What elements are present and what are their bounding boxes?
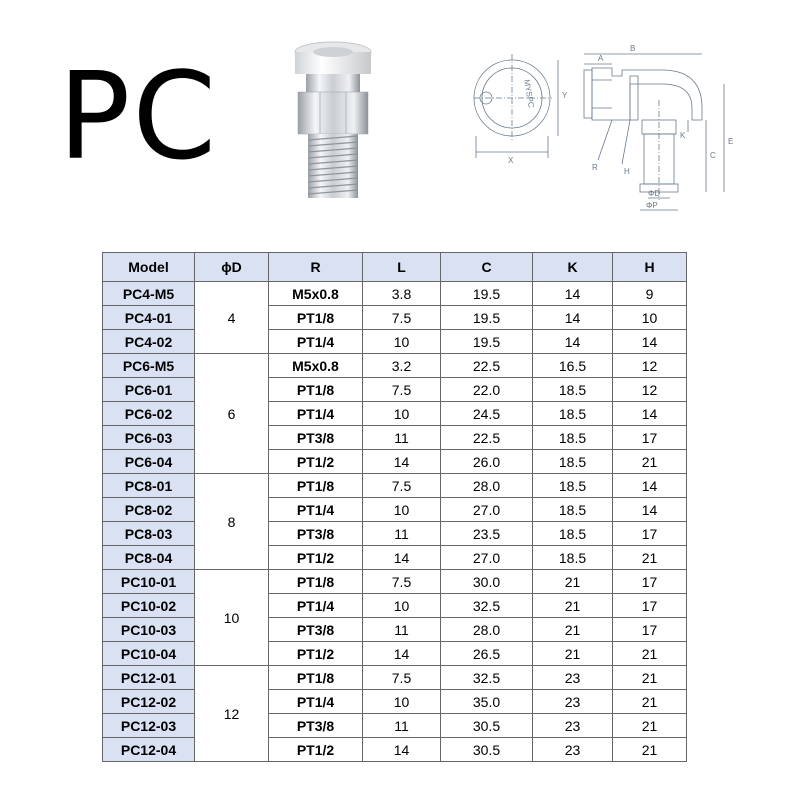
cell-k: 23 <box>533 666 613 690</box>
cell-model: PC10-03 <box>103 618 195 642</box>
label-c: C <box>710 151 716 160</box>
table-header-row <box>103 253 687 282</box>
cell-k: 21 <box>533 570 613 594</box>
cell-h: 21 <box>613 690 687 714</box>
page-title: PC <box>58 48 219 187</box>
cell-k: 18.5 <box>533 378 613 402</box>
cell-h: 21 <box>613 714 687 738</box>
cell-r: M5x0.8 <box>269 282 363 306</box>
header-phi-d: ϕD <box>195 253 269 282</box>
cell-h: 21 <box>613 738 687 762</box>
label-r: R <box>592 163 598 172</box>
cell-model: PC6-03 <box>103 426 195 450</box>
cell-h: 21 <box>613 666 687 690</box>
cell-r: M5x0.8 <box>269 354 363 378</box>
cell-r: PT1/2 <box>269 642 363 666</box>
cell-h: 14 <box>613 474 687 498</box>
cell-h: 14 <box>613 498 687 522</box>
table-row <box>103 594 687 618</box>
cell-model: PC8-03 <box>103 522 195 546</box>
cell-model: PC8-02 <box>103 498 195 522</box>
cell-c: 19.5 <box>441 330 533 354</box>
cell-k: 14 <box>533 282 613 306</box>
cell-h: 17 <box>613 426 687 450</box>
cell-l: 10 <box>363 330 441 354</box>
cell-l: 11 <box>363 522 441 546</box>
cell-l: 7.5 <box>363 378 441 402</box>
cell-l: 10 <box>363 690 441 714</box>
cell-model: PC12-04 <box>103 738 195 762</box>
fitting-photo <box>278 40 388 210</box>
cell-model: PC4-M5 <box>103 282 195 306</box>
cell-k: 18.5 <box>533 546 613 570</box>
cell-r: PT3/8 <box>269 714 363 738</box>
label-d: ΦD <box>648 189 661 198</box>
cell-model: PC6-04 <box>103 450 195 474</box>
cell-phi-d: 10 <box>195 570 269 666</box>
cell-c: 30.5 <box>441 714 533 738</box>
label-a: A <box>598 54 604 63</box>
table-row <box>103 354 687 378</box>
cell-model: PC12-02 <box>103 690 195 714</box>
cell-c: 32.5 <box>441 666 533 690</box>
cell-h: 17 <box>613 570 687 594</box>
label-k: K <box>680 131 686 140</box>
cell-r: PT1/4 <box>269 594 363 618</box>
cell-r: PT1/2 <box>269 450 363 474</box>
header-model: Model <box>103 253 195 282</box>
table-row <box>103 402 687 426</box>
cell-k: 21 <box>533 618 613 642</box>
cell-r: PT3/8 <box>269 618 363 642</box>
cell-c: 23.5 <box>441 522 533 546</box>
cell-l: 14 <box>363 546 441 570</box>
cell-k: 21 <box>533 594 613 618</box>
cell-model: PC4-01 <box>103 306 195 330</box>
cell-r: PT1/4 <box>269 402 363 426</box>
cell-h: 17 <box>613 618 687 642</box>
table-row <box>103 522 687 546</box>
cell-k: 23 <box>533 690 613 714</box>
cell-l: 11 <box>363 714 441 738</box>
cell-l: 11 <box>363 426 441 450</box>
table-row <box>103 450 687 474</box>
table-row <box>103 690 687 714</box>
header-l: L <box>363 253 441 282</box>
cell-r: PT3/8 <box>269 426 363 450</box>
table-row <box>103 426 687 450</box>
table-row <box>103 570 687 594</box>
cell-model: PC8-01 <box>103 474 195 498</box>
cell-l: 7.5 <box>363 474 441 498</box>
cell-h: 21 <box>613 450 687 474</box>
cell-l: 10 <box>363 594 441 618</box>
cell-k: 18.5 <box>533 426 613 450</box>
cell-r: PT1/4 <box>269 498 363 522</box>
header-c: C <box>441 253 533 282</box>
cell-h: 9 <box>613 282 687 306</box>
cell-l: 3.2 <box>363 354 441 378</box>
cell-r: PT1/4 <box>269 330 363 354</box>
cell-l: 10 <box>363 498 441 522</box>
cell-c: 30.0 <box>441 570 533 594</box>
table-row <box>103 738 687 762</box>
table-row <box>103 306 687 330</box>
cell-k: 18.5 <box>533 450 613 474</box>
cell-r: PT1/2 <box>269 738 363 762</box>
cell-model: PC10-02 <box>103 594 195 618</box>
cell-h: 14 <box>613 402 687 426</box>
cell-h: 14 <box>613 330 687 354</box>
cell-c: 35.0 <box>441 690 533 714</box>
cell-c: 22.5 <box>441 426 533 450</box>
cell-l: 11 <box>363 618 441 642</box>
cell-c: 27.0 <box>441 546 533 570</box>
cell-c: 28.0 <box>441 474 533 498</box>
cell-c: 30.5 <box>441 738 533 762</box>
table-row <box>103 714 687 738</box>
cell-h: 17 <box>613 594 687 618</box>
cell-k: 14 <box>533 330 613 354</box>
cell-model: PC6-02 <box>103 402 195 426</box>
header-h: H <box>613 253 687 282</box>
cell-k: 23 <box>533 714 613 738</box>
cell-model: PC6-M5 <box>103 354 195 378</box>
table-row <box>103 378 687 402</box>
cell-h: 10 <box>613 306 687 330</box>
cell-l: 7.5 <box>363 306 441 330</box>
cell-phi-d: 4 <box>195 282 269 354</box>
cell-model: PC6-01 <box>103 378 195 402</box>
cell-c: 32.5 <box>441 594 533 618</box>
cell-h: 12 <box>613 378 687 402</box>
cell-r: PT1/8 <box>269 306 363 330</box>
spec-table <box>102 252 687 762</box>
table-row <box>103 618 687 642</box>
cell-model: PC12-01 <box>103 666 195 690</box>
cell-h: 17 <box>613 522 687 546</box>
cell-k: 14 <box>533 306 613 330</box>
cell-l: 14 <box>363 738 441 762</box>
label-y: Y <box>562 91 568 100</box>
header-r: R <box>269 253 363 282</box>
cell-k: 18.5 <box>533 498 613 522</box>
table-row <box>103 666 687 690</box>
cell-r: PT3/8 <box>269 522 363 546</box>
table-row <box>103 330 687 354</box>
cell-phi-d: 8 <box>195 474 269 570</box>
cell-c: 28.0 <box>441 618 533 642</box>
label-x: X <box>508 156 514 165</box>
cell-c: 26.0 <box>441 450 533 474</box>
cell-k: 18.5 <box>533 474 613 498</box>
cell-h: 12 <box>613 354 687 378</box>
cell-c: 26.5 <box>441 642 533 666</box>
label-b: B <box>630 44 636 53</box>
cell-k: 18.5 <box>533 402 613 426</box>
cell-k: 23 <box>533 738 613 762</box>
cell-model: PC10-04 <box>103 642 195 666</box>
cell-l: 7.5 <box>363 666 441 690</box>
cell-h: 21 <box>613 546 687 570</box>
cell-model: PC10-01 <box>103 570 195 594</box>
cell-c: 19.5 <box>441 282 533 306</box>
cell-l: 14 <box>363 642 441 666</box>
cell-r: PT1/4 <box>269 690 363 714</box>
header-k: K <box>533 253 613 282</box>
table-row <box>103 474 687 498</box>
label-e: E <box>728 137 734 146</box>
cell-model: PC8-04 <box>103 546 195 570</box>
table-row <box>103 282 687 306</box>
cell-c: 27.0 <box>441 498 533 522</box>
cell-c: 22.0 <box>441 378 533 402</box>
cell-r: PT1/8 <box>269 474 363 498</box>
label-p: ΦP <box>646 201 658 210</box>
cell-c: 24.5 <box>441 402 533 426</box>
label-h: H <box>624 167 630 176</box>
cell-phi-d: 6 <box>195 354 269 474</box>
cell-model: PC4-02 <box>103 330 195 354</box>
cell-h: 21 <box>613 642 687 666</box>
cell-k: 18.5 <box>533 522 613 546</box>
cell-k: 21 <box>533 642 613 666</box>
cell-r: PT1/8 <box>269 666 363 690</box>
cell-l: 7.5 <box>363 570 441 594</box>
dimension-drawing <box>462 40 762 220</box>
table-row <box>103 498 687 522</box>
cell-c: 22.5 <box>441 354 533 378</box>
cell-r: PT1/8 <box>269 570 363 594</box>
table-row <box>103 546 687 570</box>
cell-r: PT1/8 <box>269 378 363 402</box>
cell-l: 14 <box>363 450 441 474</box>
cell-model: PC12-03 <box>103 714 195 738</box>
cell-l: 10 <box>363 402 441 426</box>
cell-l: 3.8 <box>363 282 441 306</box>
brand-mark: MYSPC <box>522 78 536 109</box>
table-row <box>103 642 687 666</box>
cell-phi-d: 12 <box>195 666 269 762</box>
cell-k: 16.5 <box>533 354 613 378</box>
cell-c: 19.5 <box>441 306 533 330</box>
cell-r: PT1/2 <box>269 546 363 570</box>
